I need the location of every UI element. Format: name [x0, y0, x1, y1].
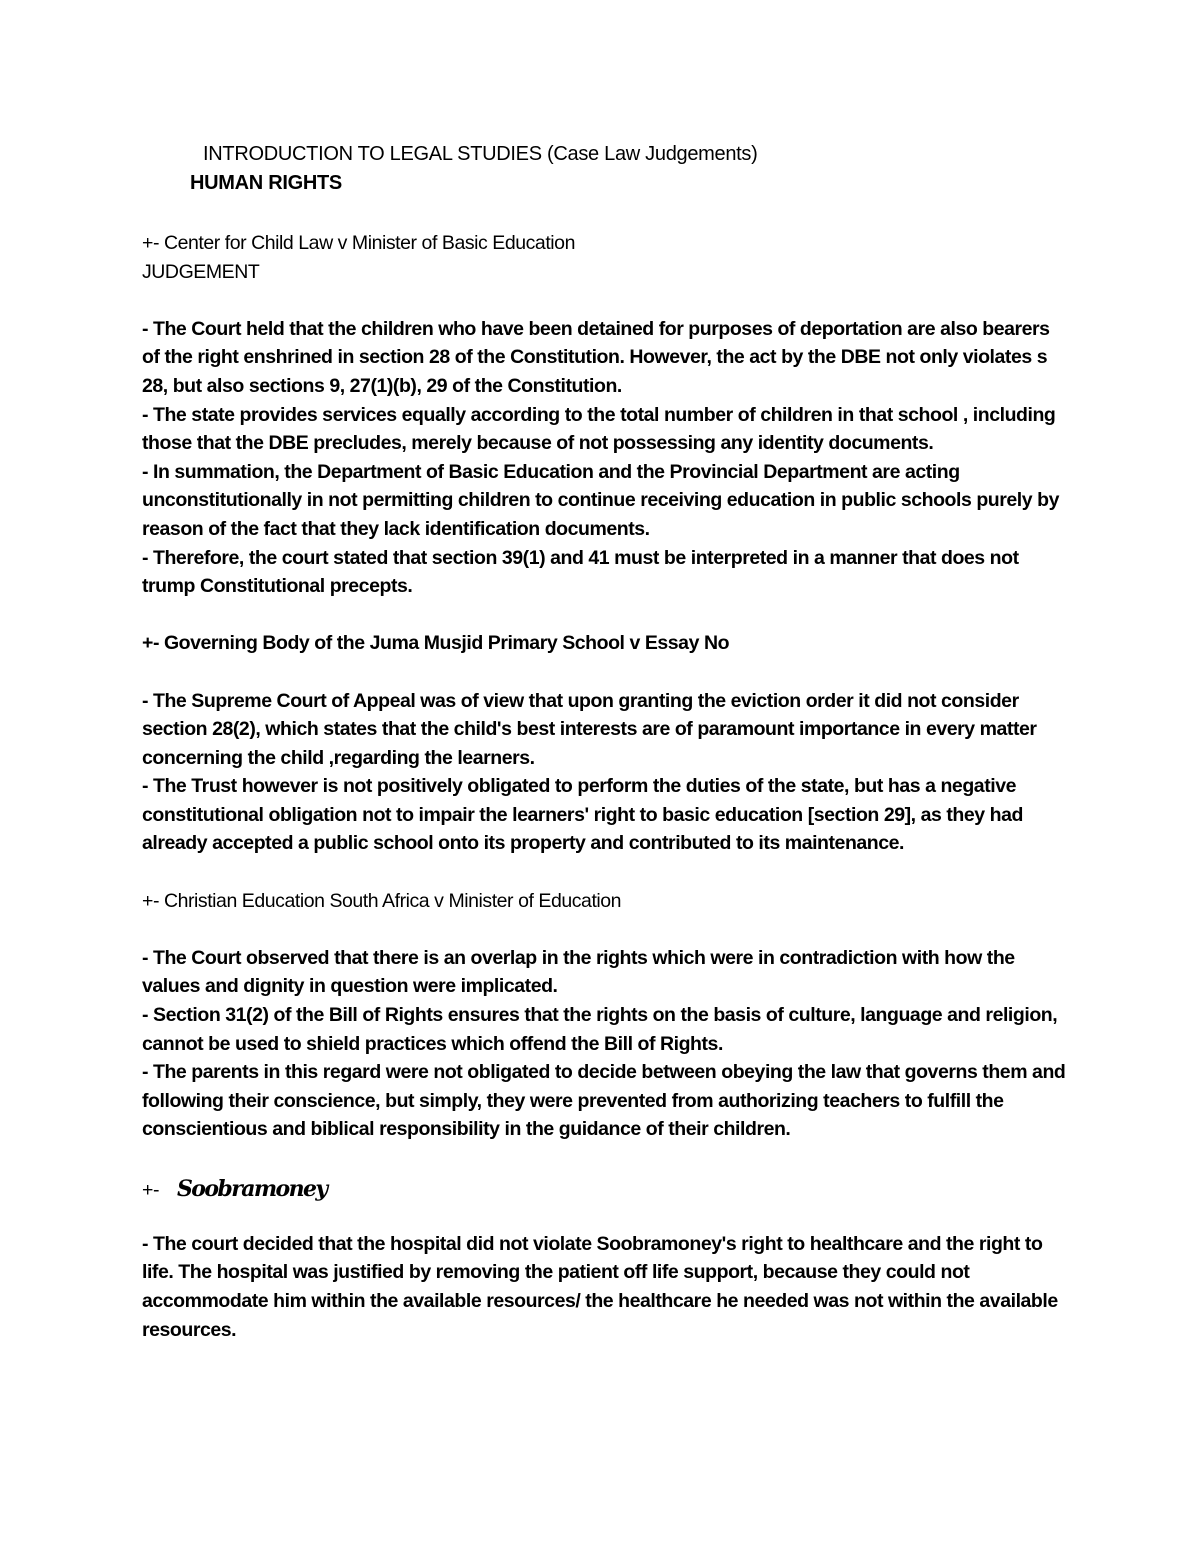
judgement-label: JUDGEMENT [142, 260, 260, 283]
case-section [142, 629, 1067, 858]
spacer [142, 286, 1067, 315]
case-point: - The Trust however is not positively obligated to perform the duties of the state, but has a negative constitutional obligation not to impair the learners' right to basic education [section 29], as they had already accepted a public school onto its property and contributed to its maintenance. [142, 775, 1023, 855]
case-point: - Section 31(2) of the Bill of Rights ensures that the rights on the basis of culture, language and religion, cannot be used to shield practices which offend the Bill of Rights. [142, 1004, 1058, 1055]
case-point: - In summation, the Department of Basic Education and the Provincial Department are acting unconstitutionally in not permitting children to continue receiving education in public schools purely by reason of the fact that they lack identification documents. [142, 460, 1059, 540]
spacer [142, 1144, 1067, 1173]
spacer [142, 858, 1067, 887]
spacer [142, 1201, 1067, 1230]
case-point: - Therefore, the court stated that section 39(1) and 41 must be interpreted in a manner that does not trump Constitutional precepts. [142, 546, 1019, 598]
spacer [142, 915, 1067, 944]
spacer [142, 658, 1067, 687]
case-point: - The Court held that the children who have been detained for purposes of deportation are also bearers of the right enshrined in section 28 of the Constitution. However, the act by the DBE not only violates s 28, but also sections 9, 27(1)(b), 29 of the Constitution. [142, 317, 1050, 397]
document-title: INTRODUCTION TO LEGAL STUDIES (Case Law Judgements) [203, 143, 758, 165]
spacer [142, 601, 1067, 630]
case-heading [142, 1175, 1067, 1204]
case-heading: +- Center for Child Law v Minister of Basic Education [142, 232, 575, 254]
case-point: - The court decided that the hospital did not violate Soobramoney's right to healthcare and the right to life. The hospital was justified by removing the patient off life support, because they could not accommodate him within the available resources/ the healthcare he needed was not within the available resources. [142, 1232, 1058, 1341]
case-point: - The Supreme Court of Appeal was of view that upon granting the eviction order it did not consider section 28(2), which states that the child's best interests are of paramount importance in every matter concerning the child ,regarding the learners. [142, 689, 1037, 769]
case-section [142, 887, 1067, 1144]
document-body [142, 229, 1067, 1344]
case-heading-name: Soobramoney [176, 1175, 327, 1202]
document-subtitle: HUMAN RIGHTS [190, 172, 342, 194]
case-heading-prefix: +- [142, 1178, 159, 1201]
case-point: - The parents in this regard were not obligated to decide between obeying the law that governs them and following their conscience, but simply, they were prevented from authorizing teachers to fulfill the conscientious and biblical responsibility in the guidance of their children. [142, 1061, 1066, 1141]
case-heading: +- Governing Body of the Juma Musjid Primary School v Essay No [142, 632, 730, 655]
case-section [142, 1173, 1067, 1345]
case-heading: +- Christian Education South Africa v Minister of Education [142, 889, 622, 912]
case-point: - The state provides services equally according to the total number of children in that school , including those that the DBE precludes, merely because of not possessing any identity documents. [142, 403, 1056, 455]
case-point: - The Court observed that there is an overlap in the rights which were in contradiction with how the values and dignity in question were implicated. [142, 946, 1015, 998]
case-section [142, 229, 1067, 601]
